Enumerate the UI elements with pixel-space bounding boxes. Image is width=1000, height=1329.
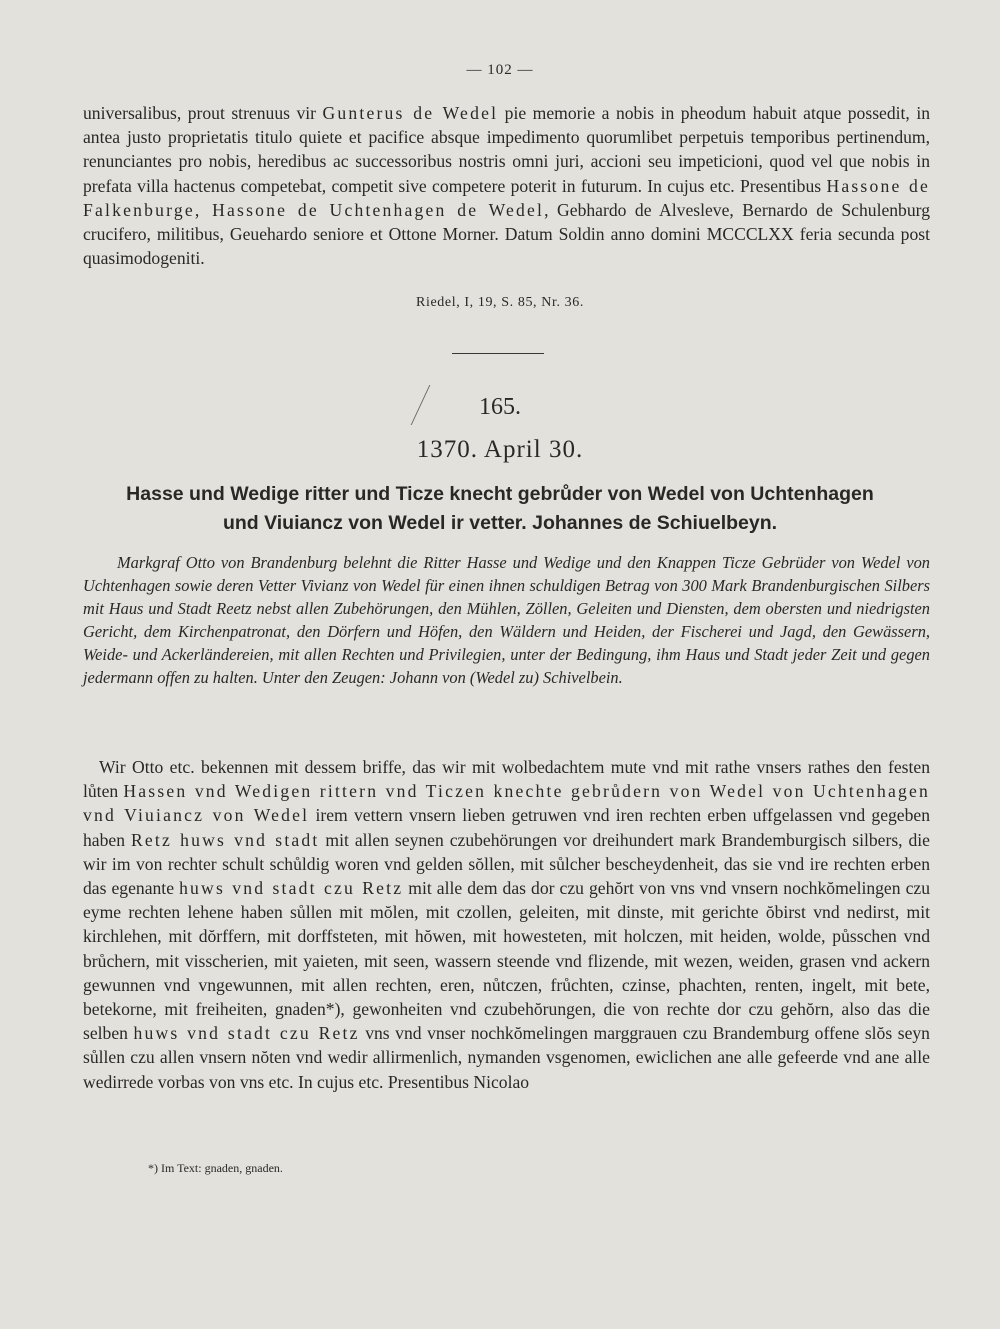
footnote: *) Im Text: gnaden, gnaden.: [148, 1161, 283, 1175]
spaced-name: Gunterus de Wedel: [322, 103, 499, 123]
document-date: 1370. April 30.: [416, 436, 584, 463]
previous-document-text: [83, 101, 930, 270]
document-number: 165.: [479, 394, 521, 420]
document-body: [83, 755, 930, 1094]
text-run: pie memorie a nobis in pheodum habuit atque possedit, in antea justo proprietatis titulo quiete et pacifice absque impedimento quorumlibet perpetuis temporibus pertinendum, renunciantes pro nobis, heredibus ac successoribus nostris omni juri, accioni seu impeticioni, quod vel que nobis in prefata villa hactenus competebat, competit sive competere poterit in futurum. In cujus etc. Presentibus: [83, 103, 931, 196]
spaced-name: Hassen vnd Wedigen rittern vnd Ticzen knechte gebrůdern von Wedel von Uchtenhagen vnd Viuiancz von Wedel: [83, 781, 930, 826]
heading-line-2: und Viuiancz von Wedel ir vetter. Johannes de Schiuelbeyn.: [222, 512, 778, 534]
text-run: mit allen seynen czubehörungen vor dreihundert mark Brandemburgisch silbers, die wir im von rechter schult schůldig woren vnd gelden sŏllen, mit sůlcher bescheydenheit, das sie vnd ire rechten erben das egenante: [83, 829, 930, 899]
section-divider: [452, 353, 544, 354]
heading-line-1: Hasse und Wedige ritter und Ticze knecht gebrůder von Wedel von Uchtenhagen: [126, 483, 874, 505]
text-run: Wir Otto etc. bekennen mit dessem briffe, das wir mit wolbedachtem mute vnd mit rathe vnsers rathes den festen lůten: [83, 757, 930, 802]
source-citation: Riedel, I, 19, S. 85, Nr. 36.: [416, 295, 584, 310]
body-paragraph: [83, 755, 930, 1094]
spaced-name: huws vnd stadt czu Retz: [179, 878, 404, 899]
regest-summary: Markgraf Otto von Brandenburg belehnt die Ritter Hasse und Wedige und den Knappen Ticze Gebrüder von Wedel von Uchtenhagen sowie deren Vetter Vivianz von Wedel für einen ihnen schuldigen Betrag von 300 Mark Brandenburgischen Silbers mit Haus und Stadt Reetz nebst allen Zubehörungen, den Mühlen, Zöllen, Geleiten und Diensten, dem obersten und niedrigsten Gericht, dem Kirchenpatronat, den Dörfern und Höfen, den Wäldern und Heiden, der Fischerei und Jagd, den Gewässern, Weide- und Ackerländereien, mit allen Rechten und Privilegien, unter der Bedingung, ihm Haus und Stadt jeder Zeit und gegen jedermann offen zu halten. Unter den Zeugen: Johann von (Wedel zu) Schivelbein.: [83, 553, 930, 687]
spaced-name: Hassone de Falkenburge, Hassone de Uchtenhagen de Wedel: [83, 175, 931, 220]
spaced-name: huws vnd stadt czu Retz: [133, 1023, 360, 1044]
previous-document-paragraph: [83, 101, 930, 270]
page-number: — 102 —: [466, 62, 534, 78]
text-run: universalibus, prout strenuus vir: [83, 103, 323, 123]
document-heading: [60, 480, 940, 538]
text-run: vns vnd vnser nochkŏmelingen marggrauen czu Brandemburg offene slŏs seyn sůllen czu allen vnsern nŏten vnd wedir allirmenlich, nymanden vsgenomen, ewiclichen ane alle gefeerde vnd ane alle wedirrede vorbas von vns etc. In cujus etc. Presentibus Nicolao: [83, 1023, 930, 1092]
text-run: , Gebhardo de Alvesleve, Bernardo de Schulenburg crucifero, militibus, Geuehardo seniore et Ottone Morner. Datum Soldin anno domini MCCCLXX feria secunda post quasimodogeniti.: [83, 199, 930, 269]
text-run: mit alle dem das dor czu gehŏrt von vns vnd vnsern nochkŏmelingen czu eyme rechten lehene haben sůllen mit mŏlen, mit czollen, geleiten, mit dinste, mit gerichte ŏbirst vnd nedirst, mit kirchlehen, mit dŏrffern, mit dorffsteten, mit hŏwen, mit howesteten, mit holczen, mit heiden, wolde, půsschen vnd brůchern, mit visscherien, mit yaieten, mit seen, wassern steende vnd flizende, mit wezen, weiden, grasen vnd ackern gewunnen vnd vngewunnen, mit allen rechten, eren, nůtczen, frůchten, czinse, phachten, renten, ingelt, mit bete, betekorne, mit freiheiten, gnaden*), gewonheiten vnd czubehŏrungen, die von rechte dor czu gehŏrn, also das die selben: [83, 878, 930, 1044]
text-run: irem vettern vnsern lieben getruwen vnd iren rechten erben uffgelassen vnd gegeben haben: [83, 805, 931, 850]
spaced-name: Retz huws vnd stadt: [130, 829, 320, 850]
